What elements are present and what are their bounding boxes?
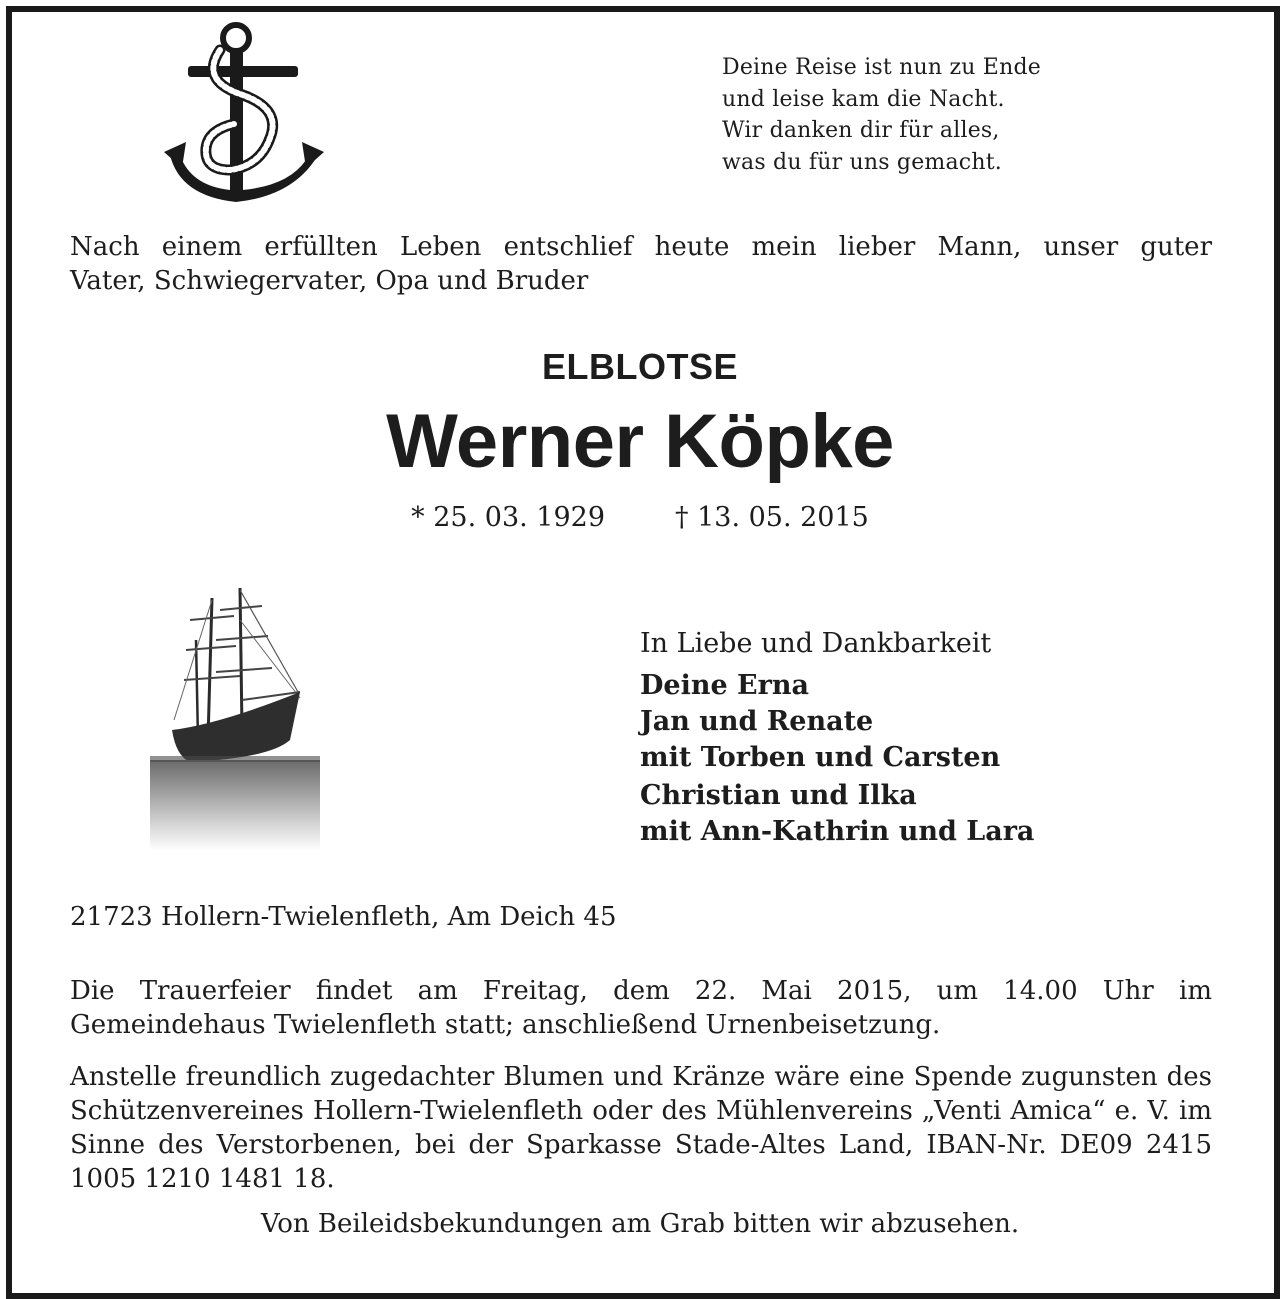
birth-date: * 25. 03. 1929 (411, 502, 605, 533)
poem-line: Wir danken dir für alles, (722, 118, 1000, 143)
closing-text: Von Beileidsbekundungen am Grab bitten wir abzusehen. (260, 1209, 1020, 1239)
intro-text (70, 230, 1212, 298)
mourner-line: Christian und Ilka (640, 780, 917, 811)
mourner-line: mit Torben und Carsten (640, 742, 1001, 773)
intro-line-2: Vater, Schwiegervater, Opa und Bruder (70, 266, 589, 296)
mourners-lead: In Liebe und Dankbarkeit (640, 628, 992, 659)
anchor-icon (160, 20, 330, 210)
mourners (640, 626, 1200, 850)
poem-line: Deine Reise ist nun zu Ende (722, 55, 1041, 80)
poem (722, 52, 1142, 178)
mourner-line: Jan und Renate (640, 706, 874, 737)
mourner-line: Deine Erna (640, 670, 809, 701)
life-dates (0, 502, 1280, 533)
ceremony-text: Die Trauerfeier findet am Freitag, dem 22. Mai 2015, um 14.00 Uhr im Gemeindehaus Twielenfleth statt; anschließend Urnenbeisetzung. (70, 976, 1212, 1040)
poem-line: was du für uns gemacht. (722, 149, 1002, 175)
death-date: † 13. 05. 2015 (675, 502, 869, 533)
sailing-ship-icon (150, 580, 320, 850)
poem-line: und leise kam die Nacht. (722, 86, 1005, 112)
donation-text: Anstelle freundlich zugedachter Blumen und Kränze wäre eine Spende zugunsten des Schützenvereines Hollern-Twielenfleth oder des Mühlenvereins „Venti Amica“ e. V. im Sinne des Verstorbenen, bei der Sparkasse Stade-Altes Land, IBAN-Nr. DE09 2415 1005 1210 1481 18. (70, 1062, 1212, 1194)
intro-line-1: Nach einem erfüllten Leben entschlief heute mein lieber Mann, unser guter (70, 232, 1212, 262)
deceased-name: Werner Köpke (386, 399, 894, 484)
mourner-line: mit Ann-Kathrin und Lara (640, 816, 1035, 847)
deceased-rank: ELBLOTSE (541, 346, 738, 387)
address: 21723 Hollern-Twielenfleth, Am Deich 45 (70, 902, 617, 932)
